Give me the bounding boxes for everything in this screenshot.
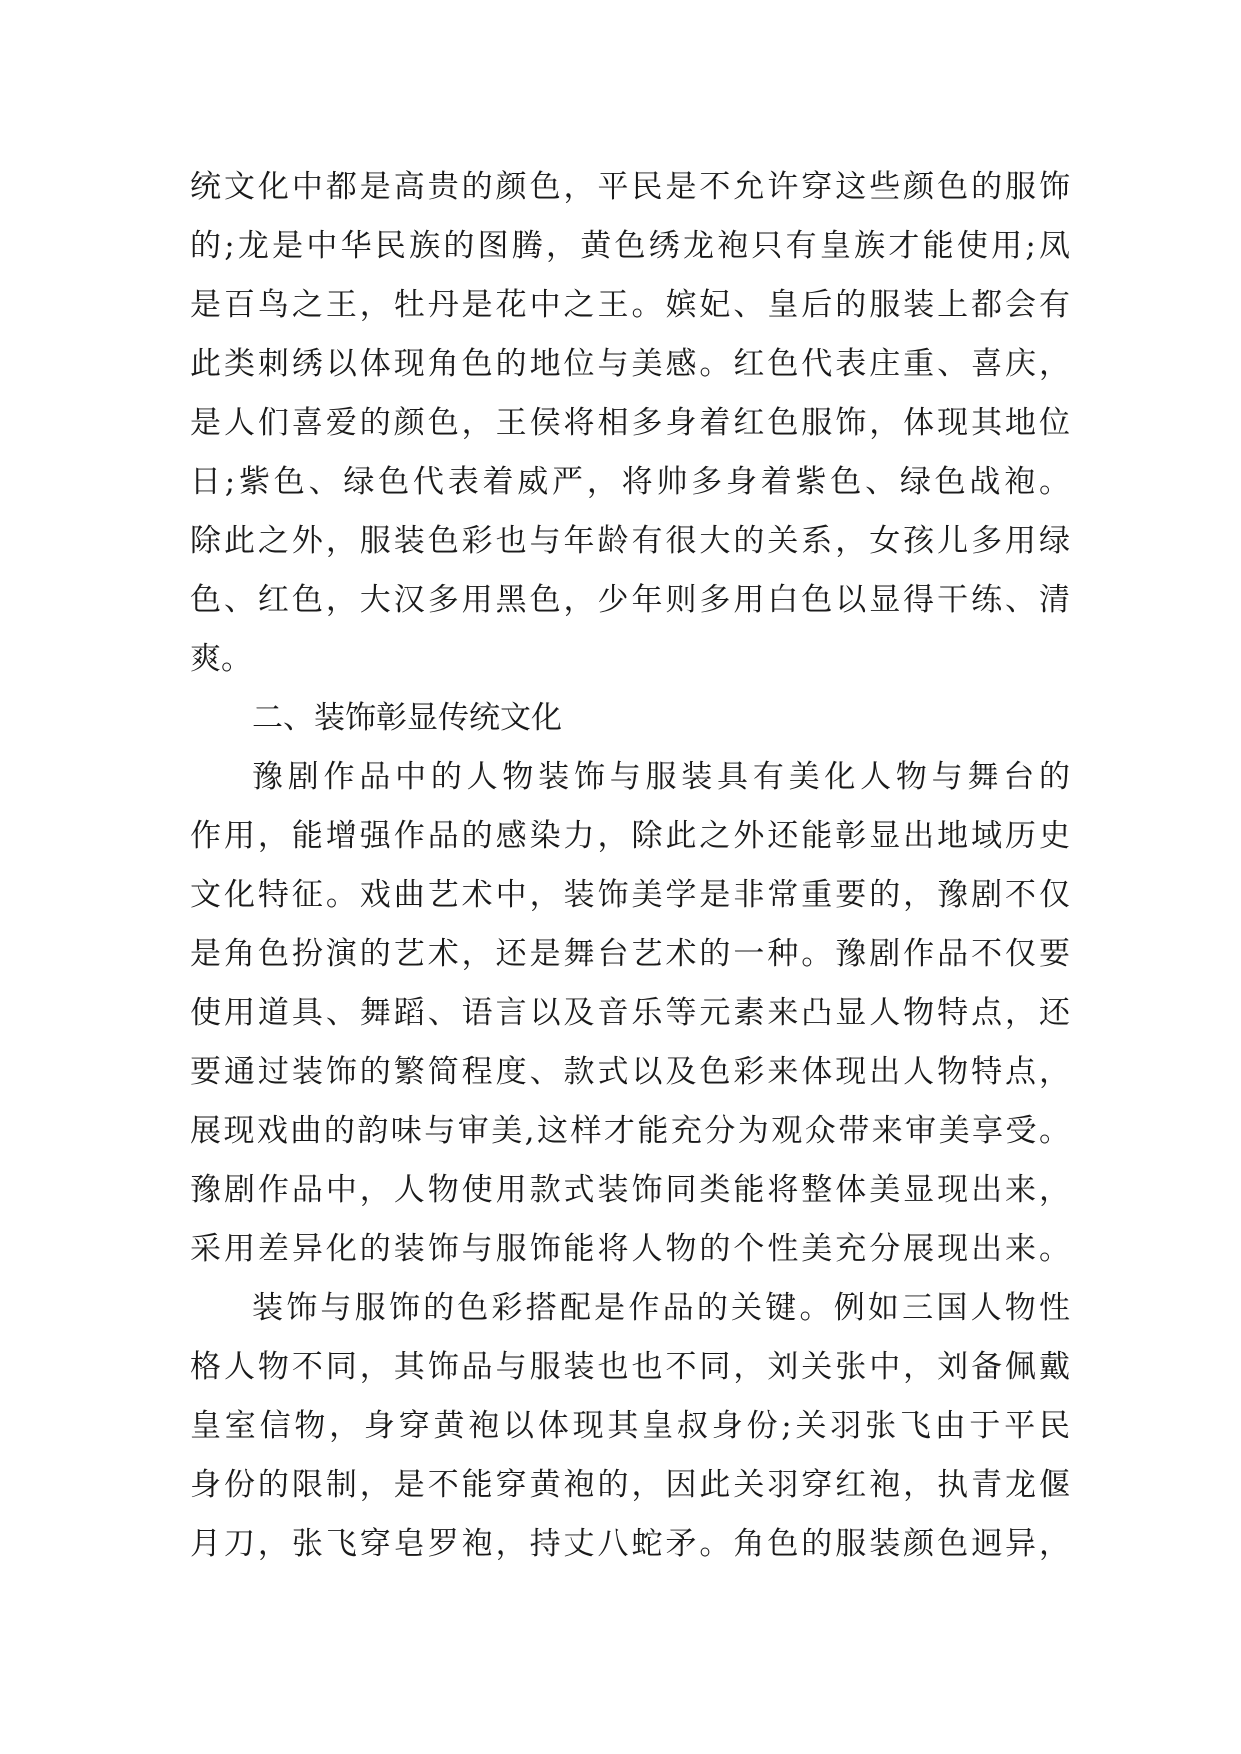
text-line: 是人们喜爱的颜色，王侯将相多身着红色服饰，体现其地位 xyxy=(190,405,1070,441)
text-line: 统文化中都是高贵的颜色，平民是不允许穿这些颜色的服饰 xyxy=(190,169,1070,205)
section-heading: 二、装饰彰显传统文化 xyxy=(252,700,562,736)
text-line: 展现戏曲的韵味与审美,这样才能充分为观众带来审美享受。 xyxy=(190,1113,1070,1149)
text-line: 身份的限制，是不能穿黄袍的，因此关羽穿红袍，执青龙偃 xyxy=(190,1467,1070,1503)
text-line: 月刀，张飞穿皂罗袍，持丈八蛇矛。角色的服装颜色迥异， xyxy=(190,1526,1070,1562)
text-line: 是角色扮演的艺术，还是舞台艺术的一种。豫剧作品不仅要 xyxy=(190,936,1070,972)
text-line: 是百鸟之王，牡丹是花中之王。嫔妃、皇后的服装上都会有 xyxy=(190,287,1070,323)
text-line: 作用，能增强作品的感染力，除此之外还能彰显出地域历史 xyxy=(190,818,1070,854)
text-line: 除此之外，服装色彩也与年龄有很大的关系，女孩儿多用绿 xyxy=(190,523,1070,559)
text-line: 豫剧作品中，人物使用款式装饰同类能将整体美显现出来， xyxy=(190,1172,1070,1208)
text-line: 爽。 xyxy=(190,641,252,677)
text-line: 此类刺绣以体现角色的地位与美感。红色代表庄重、喜庆， xyxy=(190,346,1070,382)
text-line: 日;紫色、绿色代表着威严，将帅多身着紫色、绿色战袍。 xyxy=(190,464,1070,500)
text-line: 格人物不同，其饰品与服装也也不同，刘关张中，刘备佩戴 xyxy=(190,1349,1070,1385)
text-line: 的;龙是中华民族的图腾，黄色绣龙袍只有皇族才能使用;凤 xyxy=(190,228,1070,264)
text-line: 采用差异化的装饰与服饰能将人物的个性美充分展现出来。 xyxy=(190,1231,1070,1267)
text-line: 要通过装饰的繁简程度、款式以及色彩来体现出人物特点， xyxy=(190,1054,1070,1090)
body-text xyxy=(190,158,1070,1574)
text-line: 使用道具、舞蹈、语言以及音乐等元素来凸显人物特点，还 xyxy=(190,995,1070,1031)
text-line: 装饰与服饰的色彩搭配是作品的关键。例如三国人物性 xyxy=(252,1290,1070,1326)
text-line: 色、红色，大汉多用黑色，少年则多用白色以显得干练、清 xyxy=(190,582,1070,618)
text-line: 文化特征。戏曲艺术中，装饰美学是非常重要的，豫剧不仅 xyxy=(190,877,1070,913)
text-line: 皇室信物，身穿黄袍以体现其皇叔身份;关羽张飞由于平民 xyxy=(190,1408,1070,1444)
text-line: 豫剧作品中的人物装饰与服装具有美化人物与舞台的 xyxy=(252,759,1070,795)
